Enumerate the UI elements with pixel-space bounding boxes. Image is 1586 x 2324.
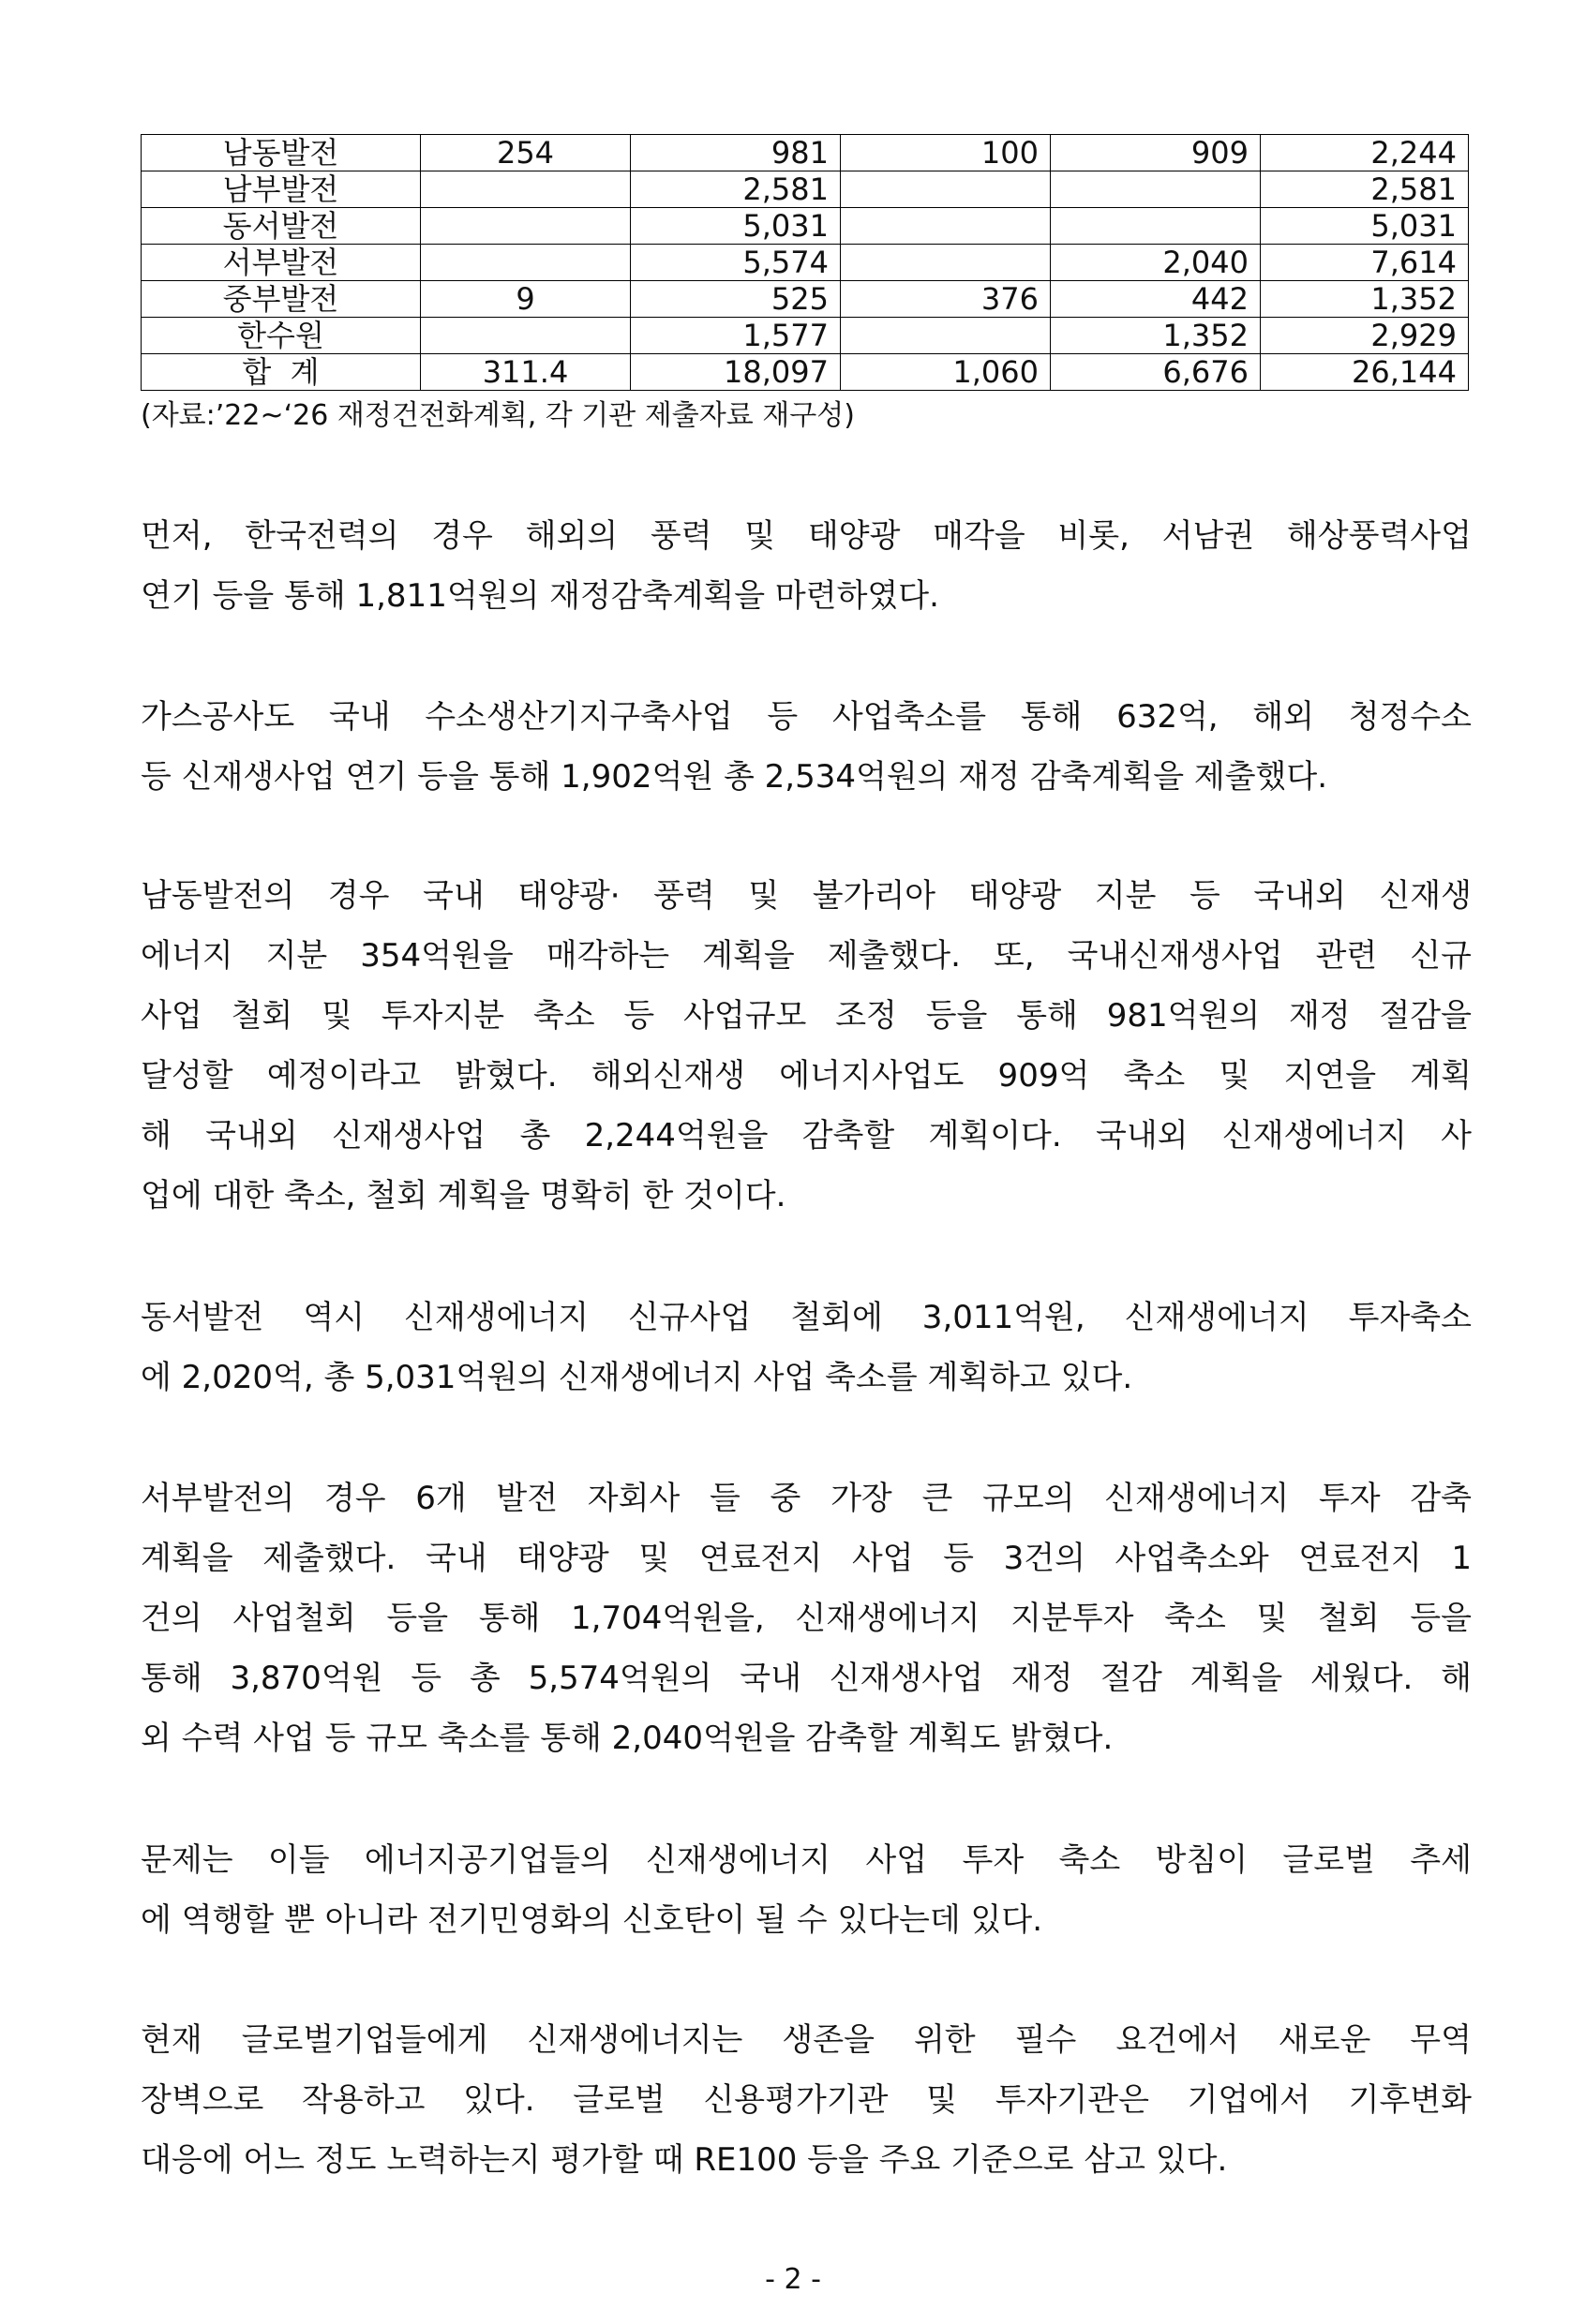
value-cell: 311.4 <box>421 354 631 391</box>
value-cell <box>841 318 1051 354</box>
value-cell: 442 <box>1051 281 1261 318</box>
text-line: 대응에 어느 정도 노력하는지 평가할 때 RE100 등을 주요 기준으로 삼고 있다. <box>141 2141 1228 2179</box>
text-line: 통해 3,870억원 등 총 5,574억원의 국내 신재생사업 재정 절감 계획을 세웠다. 해 <box>141 1660 1472 1697</box>
value-cell <box>841 171 1051 208</box>
value-cell: 254 <box>421 135 631 171</box>
total-cell: 26,144 <box>1261 354 1469 391</box>
value-cell <box>1051 171 1261 208</box>
page-number: - 2 - <box>765 2263 821 2296</box>
table-row <box>142 318 1469 354</box>
total-cell: 2,581 <box>1261 171 1469 208</box>
text-line: 계획을 제출했다. 국내 태양광 및 연료전지 사업 등 3건의 사업축소와 연료전지 1 <box>141 1540 1472 1577</box>
table-row <box>142 245 1469 281</box>
text-line: 사업 철회 및 투자지분 축소 등 사업규모 조정 등을 통해 981억원의 재정 절감을 <box>141 997 1472 1035</box>
company-name-cell: 남부발전 <box>142 171 421 208</box>
value-cell: 2,581 <box>631 171 841 208</box>
company-name-cell: 남동발전 <box>142 135 421 171</box>
text-line: 달성할 예정이라고 밝혔다. 해외신재생 에너지사업도 909억 축소 및 지연을 계획 <box>141 1057 1472 1095</box>
table-total-row <box>142 354 1469 391</box>
company-name-cell: 동서발전 <box>142 208 421 245</box>
total-cell: 5,031 <box>1261 208 1469 245</box>
paragraph-problem <box>141 1830 1472 1950</box>
paragraph-ewp <box>141 1288 1472 1408</box>
value-cell: 2,040 <box>1051 245 1261 281</box>
text-line: 문제는 이들 에너지공기업들의 신재생에너지 사업 투자 축소 방침이 글로벌 추세 <box>141 1841 1472 1879</box>
text-line: 연기 등을 통해 1,811억원의 재정감축계획을 마련하였다. <box>141 577 939 615</box>
value-cell <box>841 208 1051 245</box>
text-line: 해 국내외 신재생사업 총 2,244억원을 감축할 계획이다. 국내외 신재생에너지 사 <box>141 1117 1472 1155</box>
total-cell: 1,352 <box>1261 281 1469 318</box>
text-line: 에너지 지분 354억원을 매각하는 계획을 제출했다. 또, 국내신재생사업 관련 신규 <box>141 937 1472 975</box>
total-cell: 7,614 <box>1261 245 1469 281</box>
text-line: 서부발전의 경우 6개 발전 자회사 들 중 가장 큰 규모의 신재생에너지 투자 감축 <box>141 1480 1472 1517</box>
text-line: 건의 사업철회 등을 통해 1,704억원을, 신재생에너지 지분투자 축소 및 철회 등을 <box>141 1600 1472 1637</box>
budget-cut-table <box>141 134 1469 391</box>
value-cell: 18,097 <box>631 354 841 391</box>
text-line: 업에 대한 축소, 철회 계획을 명확히 한 것이다. <box>141 1177 786 1214</box>
value-cell <box>841 245 1051 281</box>
value-cell: 376 <box>841 281 1051 318</box>
value-cell <box>421 245 631 281</box>
value-cell: 525 <box>631 281 841 318</box>
paragraph-kogas <box>141 687 1472 807</box>
value-cell: 6,676 <box>1051 354 1261 391</box>
paragraph-kepco <box>141 506 1472 626</box>
value-cell <box>421 208 631 245</box>
paragraph-kowepo <box>141 1468 1472 1768</box>
text-line: 에 역행할 뿐 아니라 전기민영화의 신호탄이 될 수 있다는데 있다. <box>141 1901 1043 1939</box>
source-note: (자료:’22~‘26 재정건전화계획, 각 기관 제출자료 재구성) <box>141 399 855 432</box>
value-cell: 1,060 <box>841 354 1051 391</box>
value-cell <box>1051 208 1261 245</box>
text-line: 장벽으로 작용하고 있다. 글로벌 신용평가기관 및 투자기관은 기업에서 기후변화 <box>141 2081 1472 2119</box>
total-label-cell: 합 계 <box>142 354 421 391</box>
table-row <box>142 171 1469 208</box>
value-cell <box>421 318 631 354</box>
paragraph-global <box>141 2010 1472 2190</box>
text-line: 남동발전의 경우 국내 태양광· 풍력 및 불가리아 태양광 지분 등 국내외 신재생 <box>141 877 1472 915</box>
company-name-cell: 중부발전 <box>142 281 421 318</box>
value-cell: 9 <box>421 281 631 318</box>
value-cell: 1,577 <box>631 318 841 354</box>
table-row <box>142 281 1469 318</box>
company-name-cell: 한수원 <box>142 318 421 354</box>
text-line: 가스공사도 국내 수소생산기지구축사업 등 사업축소를 통해 632억, 해외 청정수소 <box>141 698 1472 736</box>
value-cell: 981 <box>631 135 841 171</box>
paragraph-koen <box>141 866 1472 1226</box>
table-row <box>142 208 1469 245</box>
text-line: 등 신재생사업 연기 등을 통해 1,902억원 총 2,534억원의 재정 감축계획을 제출했다. <box>141 758 1328 796</box>
value-cell: 5,031 <box>631 208 841 245</box>
company-name-cell: 서부발전 <box>142 245 421 281</box>
value-cell: 909 <box>1051 135 1261 171</box>
value-cell <box>421 171 631 208</box>
value-cell: 1,352 <box>1051 318 1261 354</box>
text-line: 먼저, 한국전력의 경우 해외의 풍력 및 태양광 매각을 비롯, 서남권 해상풍력사업 <box>141 517 1472 555</box>
value-cell: 100 <box>841 135 1051 171</box>
total-cell: 2,244 <box>1261 135 1469 171</box>
text-line: 에 2,020억, 총 5,031억원의 신재생에너지 사업 축소를 계획하고 있다. <box>141 1359 1133 1396</box>
total-cell: 2,929 <box>1261 318 1469 354</box>
text-line: 동서발전 역시 신재생에너지 신규사업 철회에 3,011억원, 신재생에너지 투자축소 <box>141 1299 1472 1336</box>
text-line: 외 수력 사업 등 규모 축소를 통해 2,040억원을 감축할 계획도 밝혔다. <box>141 1720 1114 1757</box>
table-row <box>142 135 1469 171</box>
value-cell: 5,574 <box>631 245 841 281</box>
text-line: 현재 글로벌기업들에게 신재생에너지는 생존을 위한 필수 요건에서 새로운 무역 <box>141 2021 1472 2059</box>
